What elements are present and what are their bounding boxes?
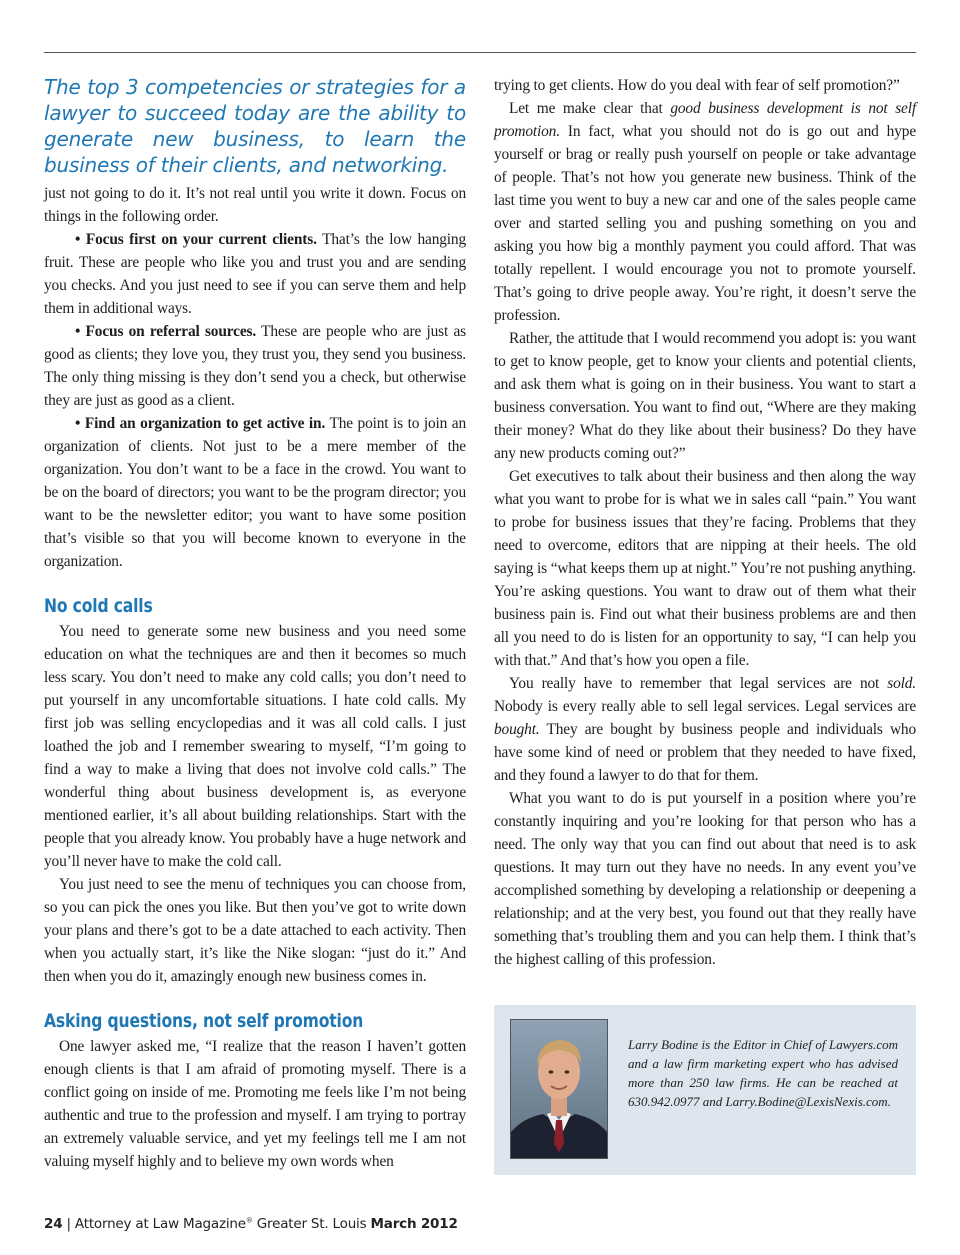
heading-asking-questions: Asking questions, not self promotion [44, 1010, 364, 1032]
bullet-organization [44, 412, 466, 573]
issue-date: March 2012 [370, 1216, 458, 1232]
registered-mark: ® [245, 1216, 253, 1225]
text: In fact, what you should not do is go out and hype yourself or brag or really push yourself on people or take advantage of people. That’s not how you generate new business. Think of the last time you went to buy a new car and one of the sales people came over and started selling you and pushing something on you and asking you how big a monthly payment you could afford. That was totally repellent. I would encourage you not to promote yourself. That’s going to drive people away. You’re right, it doesn’t serve the profession. [494, 123, 916, 324]
bullet-label: • Focus on referral sources. [75, 323, 257, 340]
paragraph: One lawyer asked me, “I realize that the reason I haven’t gotten enough clients is that I am afraid of promoting myself. There is a conflict going on inside of me. Promoting me feels like I’m not being authentic and true to the profession and myself. I am trying to portray an extremely valuable service, and yet my feelings tell me I am not valuing myself highly and to believe my own words when [44, 1038, 466, 1170]
text: Let me make clear that [509, 100, 671, 117]
author-photo-icon [511, 1020, 607, 1158]
author-bio: Larry Bodine is the Editor in Chief of Lawyers.com and a law firm marketing expert who has advised more than 250 law firms. He can be reached at 630.942.0977 and Larry.Bodine@LexisNexis.com. [628, 1037, 898, 1109]
top-rule [44, 52, 916, 53]
paragraph: You need to generate some new business and you need some education on what the techniques are and then it becomes so much less scary. You don’t need to make any cold calls; you don’t need to put yourself in any uncomfortable situations. I hate cold calls. My first job was selling encyclopedias and it was all cold calls. I just loathed the job and I remember swearing to myself, “I’m going to find a way to make a living that does not involve cold calls.” The wonderful thing about business development is, as everyone mentioned earlier, it’s all about building relationships. Start with the people that you already know. You probably have a huge network and you’ll never have to make the cold call. [44, 623, 466, 870]
pull-quote: The top 3 competencies or strategies for a lawyer to succeed today are the ability to generate new business, to learn the business of their clients, and networking. [44, 75, 466, 177]
paragraph [494, 672, 916, 787]
left-column [44, 74, 466, 1173]
paragraph: Get executives to talk about their business and then along the way what you want to probe for is what we in sales call “pain.” You want to probe for business issues that they’re facing. Problems that they need to overcome, editors that are nipping at their heels. The old saying is “what keeps them up at night.” You’re not pushing anything. You’re asking questions. You want to draw out of them what their business pain is. Find out what their business problems are and then all you need to do is listen for an opportunity to say, “I can help you with that.” And that’s how you open a file. [494, 468, 916, 669]
text: Nobody is every really able to sell legal services. Legal services are [494, 698, 916, 715]
emphasis: sold. [887, 675, 916, 692]
paragraph: You just need to see the menu of techniques you can choose from, so you can pick the ones you like. But then you’ve got to write down your plans and there’s got to be a date attached to each activity. Then when you actually start, it’s like the Nike slogan: “just do it.” And then when you do it, amazingly enough new business comes in. [44, 876, 466, 985]
paragraph: just not going to do it. It’s not real until you write it down. Focus on things in the following order. [44, 185, 466, 225]
heading-no-cold-calls: No cold calls [44, 595, 153, 617]
bullet-referral-sources [44, 320, 466, 412]
author-photo [510, 1019, 608, 1159]
bullet-current-clients [44, 228, 466, 320]
author-box [494, 1005, 916, 1175]
edition: Greater St. Louis [252, 1216, 371, 1232]
bullet-text: The point is to join an organization of clients. Not just to be a mere member of the organization. You don’t want to be a face in the crowd. You want to be on the board of directors; you want to be the program director; you want to be the newsletter editor; you want to have some position that’s visible so that you will become known to everyone in the organization. [44, 415, 467, 570]
emphasis: good business development is not self promotion. [494, 100, 916, 140]
text: You really have to remember that legal services are not [509, 675, 888, 692]
bullet-text: These are people who are just as good as clients; they love you, they trust you, they send you business. The only thing missing is they don’t send you a check, but otherwise they are just as good as a client. [44, 323, 466, 409]
page-number: 24 [44, 1216, 63, 1232]
paragraph [494, 97, 916, 327]
magazine-name: Attorney at Law Magazine [74, 1216, 246, 1232]
right-column [494, 74, 916, 971]
bullet-text: That’s the low hanging fruit. These are people who like you and trust you and are sending you checks. And you just need to see if you can serve them and help them in additional ways. [44, 231, 467, 317]
footer [44, 1216, 458, 1232]
paragraph: Rather, the attitude that I would recommend you adopt is: you want to get to know people, get to know your clients and potential clients, and ask them what is going on in their business. You want to start a business conversation. You want to find out, “Where are they making their money? What do they like about their business? Do they have any new products coming out?” [494, 330, 916, 462]
paragraph: What you want to do is put yourself in a position where you’re constantly inquiring and you’re looking for that person who has a need. The only way that you can find out about that need is to ask questions. It may turn out they have no needs. In any event you’ve accomplished something by developing a relationship or deepening a relationship; and at the very best, you found out that they really have something that’s troubling them and you can help them. I think that’s the highest calling of this profession. [494, 790, 916, 968]
emphasis: bought. [494, 721, 540, 738]
footer-separator: | [62, 1216, 75, 1232]
bullet-label: • Focus first on your current clients. [75, 231, 317, 248]
text: They are bought by business people and individuals who have some kind of need or problem that they needed to have fixed, and they found a lawyer to do that for them. [494, 721, 916, 784]
bullet-label: • Find an organization to get active in. [75, 415, 326, 432]
paragraph: trying to get clients. How do you deal with fear of self promotion?” [494, 77, 900, 94]
